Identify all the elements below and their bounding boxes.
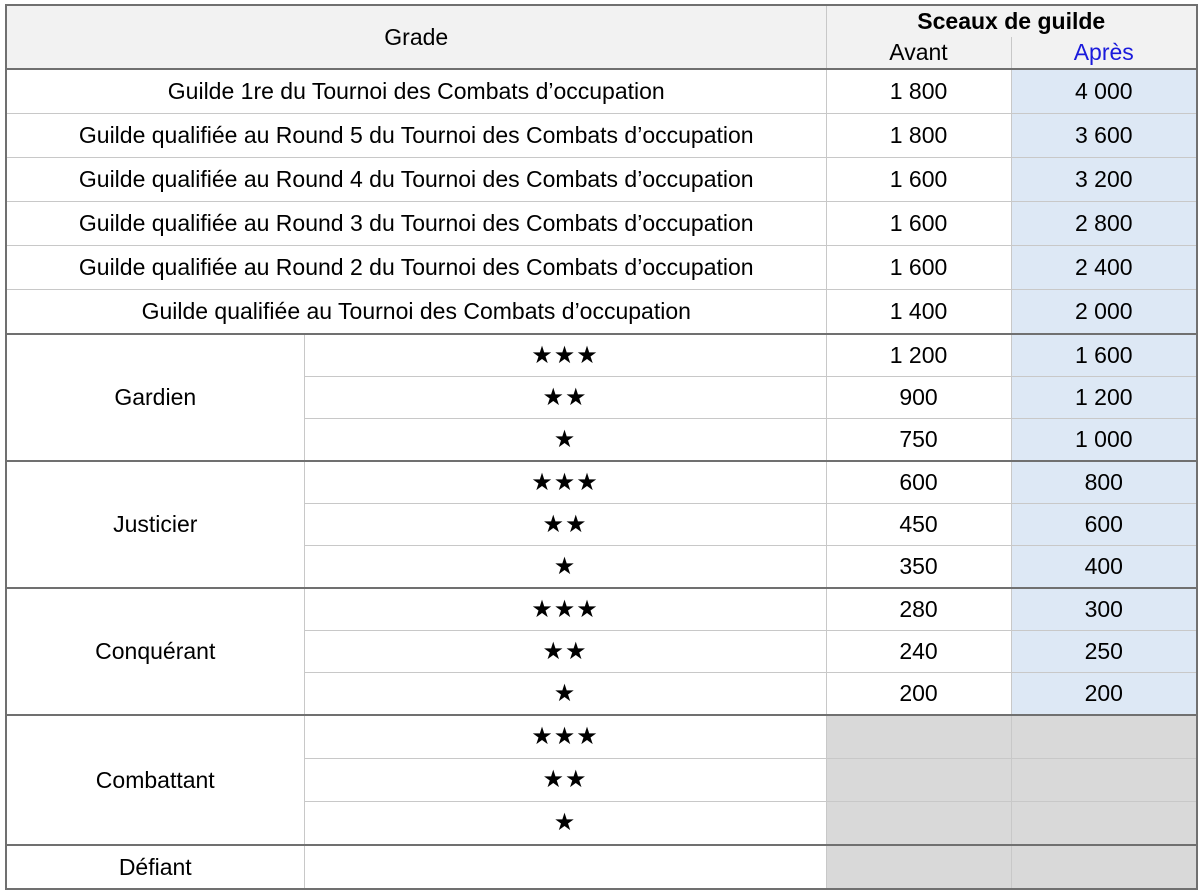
apres-cell: 2 000 — [1011, 290, 1197, 335]
grade-cell: Guilde qualifiée au Round 5 du Tournoi des Combats d’occupation — [6, 114, 826, 158]
apres-cell: 300 — [1011, 588, 1197, 631]
apres-cell: 800 — [1011, 461, 1197, 504]
grade-cell: Guilde qualifiée au Round 2 du Tournoi des Combats d’occupation — [6, 246, 826, 290]
avant-cell: 1 400 — [826, 290, 1011, 335]
star-rating: ★★★ — [304, 334, 826, 377]
apres-cell: 1 600 — [1011, 334, 1197, 377]
avant-cell: 240 — [826, 631, 1011, 673]
table-row — [6, 114, 1197, 158]
guild-seals-table — [5, 4, 1198, 890]
table-row — [6, 290, 1197, 335]
table-row — [6, 69, 1197, 114]
avant-cell: 1 600 — [826, 158, 1011, 202]
apres-cell: 2 800 — [1011, 202, 1197, 246]
apres-cell: 2 400 — [1011, 246, 1197, 290]
apres-cell — [1011, 845, 1197, 889]
star-rating: ★★★ — [304, 461, 826, 504]
header-grade: Grade — [6, 5, 826, 69]
table-row — [6, 202, 1197, 246]
avant-cell: 1 800 — [826, 69, 1011, 114]
apres-cell: 250 — [1011, 631, 1197, 673]
star-rating: ★★ — [304, 377, 826, 419]
avant-cell: 350 — [826, 546, 1011, 589]
rank-name: Conquérant — [6, 588, 304, 715]
rank-name: Gardien — [6, 334, 304, 461]
avant-cell: 1 800 — [826, 114, 1011, 158]
avant-cell — [826, 845, 1011, 889]
apres-cell — [1011, 715, 1197, 759]
table-row — [6, 715, 1197, 759]
table-row — [6, 246, 1197, 290]
star-rating: ★★ — [304, 504, 826, 546]
rank-name: Défiant — [6, 845, 304, 889]
table-row — [6, 334, 1197, 377]
avant-cell: 1 600 — [826, 202, 1011, 246]
avant-cell: 1 200 — [826, 334, 1011, 377]
header-avant: Avant — [826, 37, 1011, 69]
table-row — [6, 845, 1197, 889]
apres-cell: 1 200 — [1011, 377, 1197, 419]
apres-cell: 4 000 — [1011, 69, 1197, 114]
apres-cell: 3 600 — [1011, 114, 1197, 158]
star-rating: ★★ — [304, 631, 826, 673]
grade-cell: Guilde qualifiée au Tournoi des Combats d’occupation — [6, 290, 826, 335]
grade-cell: Guilde qualifiée au Round 3 du Tournoi des Combats d’occupation — [6, 202, 826, 246]
star-rating: ★★ — [304, 759, 826, 802]
avant-cell — [826, 759, 1011, 802]
star-rating: ★★★ — [304, 588, 826, 631]
apres-cell: 200 — [1011, 673, 1197, 716]
star-rating: ★ — [304, 673, 826, 716]
star-rating: ★★★ — [304, 715, 826, 759]
avant-cell — [826, 802, 1011, 846]
apres-cell: 3 200 — [1011, 158, 1197, 202]
avant-cell: 750 — [826, 419, 1011, 462]
star-rating — [304, 845, 826, 889]
star-rating: ★ — [304, 546, 826, 589]
apres-cell — [1011, 759, 1197, 802]
avant-cell: 450 — [826, 504, 1011, 546]
avant-cell: 600 — [826, 461, 1011, 504]
table-row — [6, 588, 1197, 631]
avant-cell: 280 — [826, 588, 1011, 631]
rank-name: Combattant — [6, 715, 304, 845]
table-row — [6, 158, 1197, 202]
grade-cell: Guilde qualifiée au Round 4 du Tournoi des Combats d’occupation — [6, 158, 826, 202]
rank-name: Justicier — [6, 461, 304, 588]
grade-cell: Guilde 1re du Tournoi des Combats d’occupation — [6, 69, 826, 114]
star-rating: ★ — [304, 802, 826, 846]
apres-cell: 600 — [1011, 504, 1197, 546]
avant-cell: 200 — [826, 673, 1011, 716]
star-rating: ★ — [304, 419, 826, 462]
avant-cell: 900 — [826, 377, 1011, 419]
apres-cell: 400 — [1011, 546, 1197, 589]
apres-cell — [1011, 802, 1197, 846]
header-guild-seals: Sceaux de guilde — [826, 5, 1197, 37]
table-row — [6, 461, 1197, 504]
header-apres: Après — [1011, 37, 1197, 69]
avant-cell: 1 600 — [826, 246, 1011, 290]
apres-cell: 1 000 — [1011, 419, 1197, 462]
avant-cell — [826, 715, 1011, 759]
